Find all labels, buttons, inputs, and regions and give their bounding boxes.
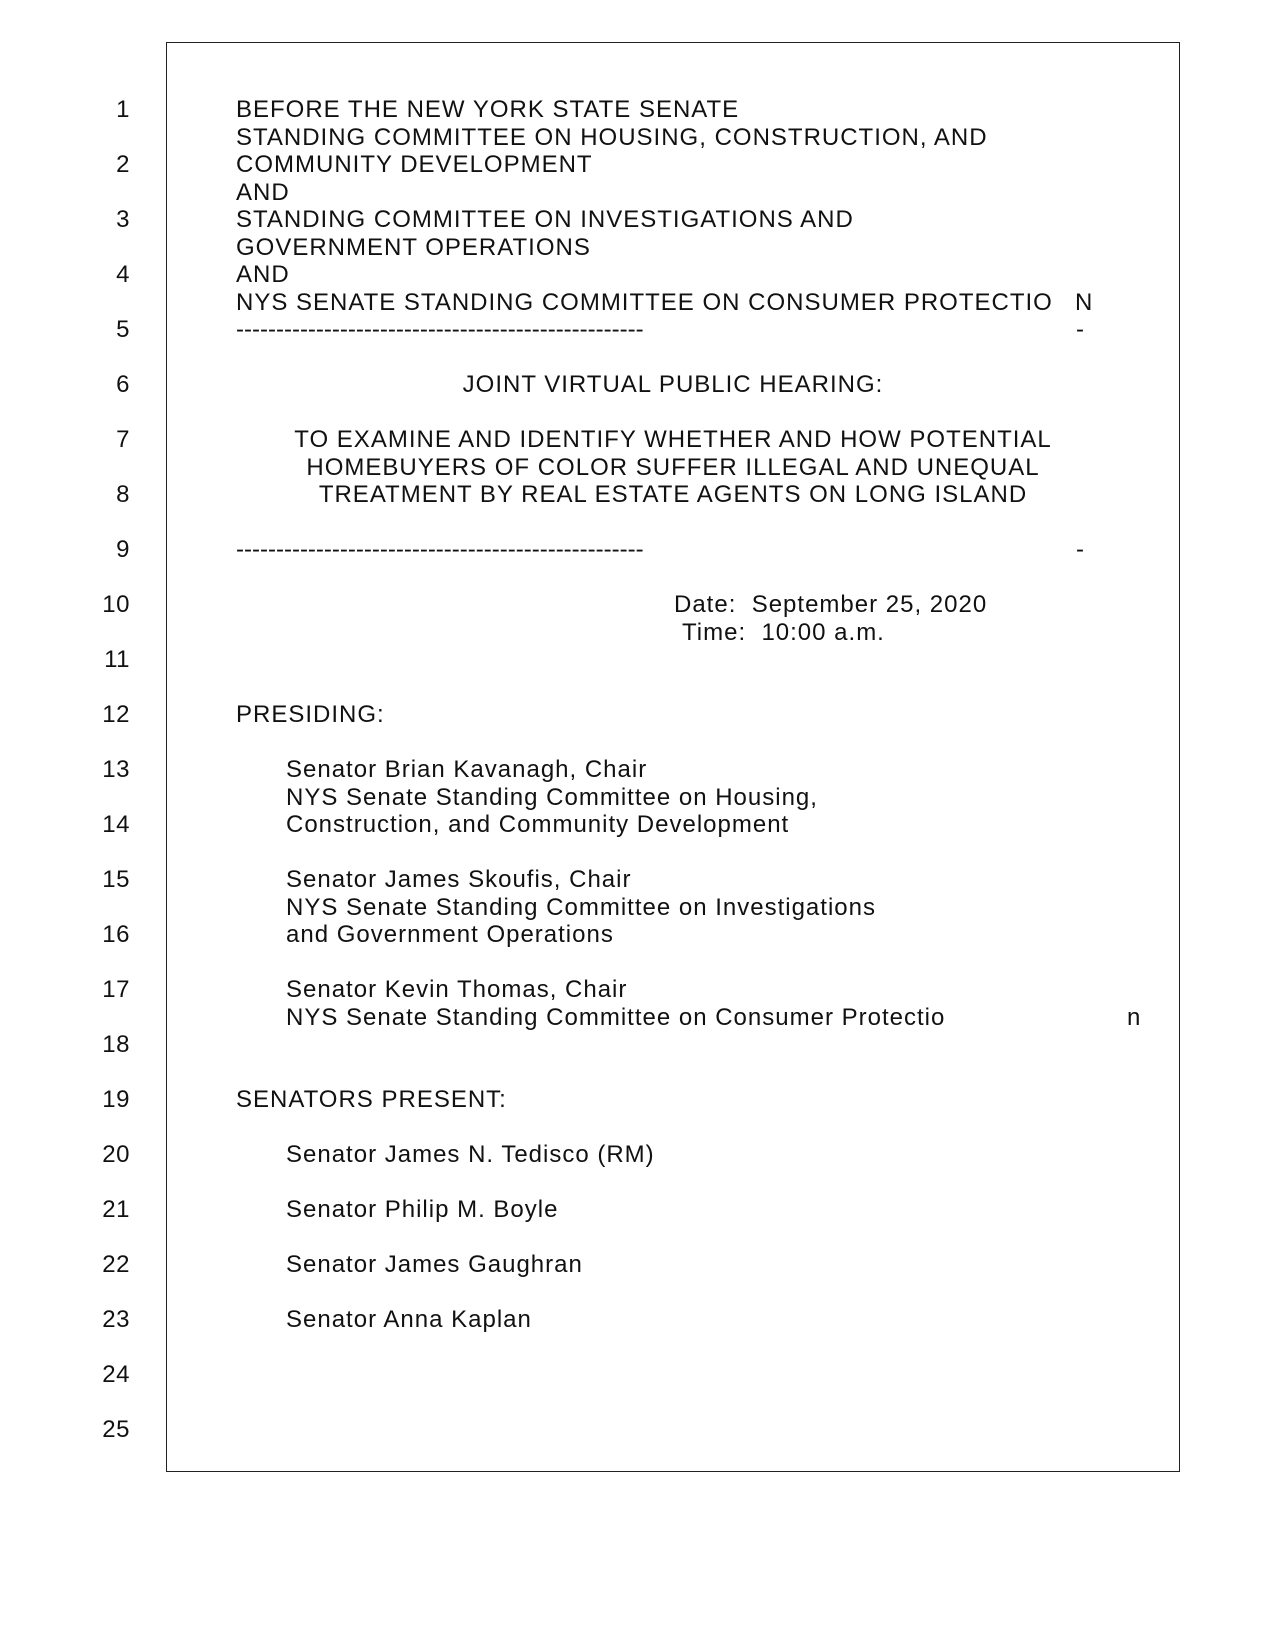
line-number: 3 [116, 206, 130, 233]
presiding-committee: NYS Senate Standing Committee on Housing, [286, 784, 818, 811]
line-number: 22 [102, 1251, 130, 1278]
line-number: 16 [102, 921, 130, 948]
caption-line: BEFORE THE NEW YORK STATE SENATE [236, 96, 740, 123]
line-number: 19 [102, 1086, 130, 1113]
senator-name: Senator Philip M. Boyle [286, 1196, 559, 1223]
line-number: 4 [116, 261, 130, 288]
hearing-topic-line: TO EXAMINE AND IDENTIFY WHETHER AND HOW POTENTIAL [294, 426, 1052, 453]
caption-rule-tail: - [1076, 316, 1085, 343]
line-number: 6 [116, 371, 130, 398]
presiding-committee: NYS Senate Standing Committee on Consumer Protectio [286, 1004, 946, 1031]
senator-name: Senator James N. Tedisco (RM) [286, 1141, 655, 1168]
line-number: 15 [102, 866, 130, 893]
line-number: 10 [102, 591, 130, 618]
line-number: 23 [102, 1306, 130, 1333]
presiding-name: Senator Kevin Thomas, Chair [286, 976, 628, 1003]
presiding-committee: NYS Senate Standing Committee on Investigations [286, 894, 876, 921]
line-number: 2 [116, 151, 130, 178]
caption-line: STANDING COMMITTEE ON HOUSING, CONSTRUCTION, AND [236, 124, 988, 151]
line-number: 18 [102, 1031, 130, 1058]
caption-line: COMMUNITY DEVELOPMENT [236, 151, 593, 178]
caption-line: STANDING COMMITTEE ON INVESTIGATIONS AND [236, 206, 854, 233]
line-number: 14 [102, 811, 130, 838]
hearing-rule-tail: - [1076, 536, 1085, 563]
senator-name: Senator Anna Kaplan [286, 1306, 532, 1333]
caption-line: NYS SENATE STANDING COMMITTEE ON CONSUMER PROTECTIO [236, 289, 1053, 316]
presiding-name: Senator Brian Kavanagh, Chair [286, 756, 648, 783]
line-number: 1 [116, 96, 130, 123]
hearing-topic-line: TREATMENT BY REAL ESTATE AGENTS ON LONG ISLAND [318, 481, 1028, 508]
presiding-committee: and Government Operations [286, 921, 614, 948]
senator-name: Senator James Gaughran [286, 1251, 583, 1278]
line-number: 12 [102, 701, 130, 728]
line-number: 7 [116, 426, 130, 453]
hearing-date: Date: September 25, 2020 [674, 591, 988, 618]
presiding-committee-tail: n [1127, 1004, 1142, 1031]
hearing-topic-line: HOMEBUYERS OF COLOR SUFFER ILLEGAL AND UNEQUAL [306, 454, 1040, 481]
presiding-committee: Construction, and Community Development [286, 811, 790, 838]
presiding-name: Senator James Skoufis, Chair [286, 866, 632, 893]
line-number: 17 [102, 976, 130, 1003]
line-number: 25 [102, 1416, 130, 1443]
line-number: 8 [116, 481, 130, 508]
hearing-title: JOINT VIRTUAL PUBLIC HEARING: [462, 371, 884, 398]
caption-line: AND [236, 261, 290, 288]
line-number: 24 [102, 1361, 130, 1388]
line-number: 9 [116, 536, 130, 563]
line-number: 13 [102, 756, 130, 783]
caption-line-tail: N [1075, 289, 1094, 316]
hearing-rule: --------------------------------------------------- [236, 536, 644, 563]
caption-line: GOVERNMENT OPERATIONS [236, 234, 591, 261]
line-number: 11 [104, 646, 130, 673]
line-number: 20 [102, 1141, 130, 1168]
caption-line: AND [236, 179, 290, 206]
presiding-heading: PRESIDING: [236, 701, 385, 728]
hearing-time: Time: 10:00 a.m. [682, 619, 885, 646]
line-number: 21 [102, 1196, 130, 1223]
senators-heading: SENATORS PRESENT: [236, 1086, 507, 1113]
caption-rule: --------------------------------------------------- [236, 316, 644, 343]
line-number: 5 [116, 316, 130, 343]
